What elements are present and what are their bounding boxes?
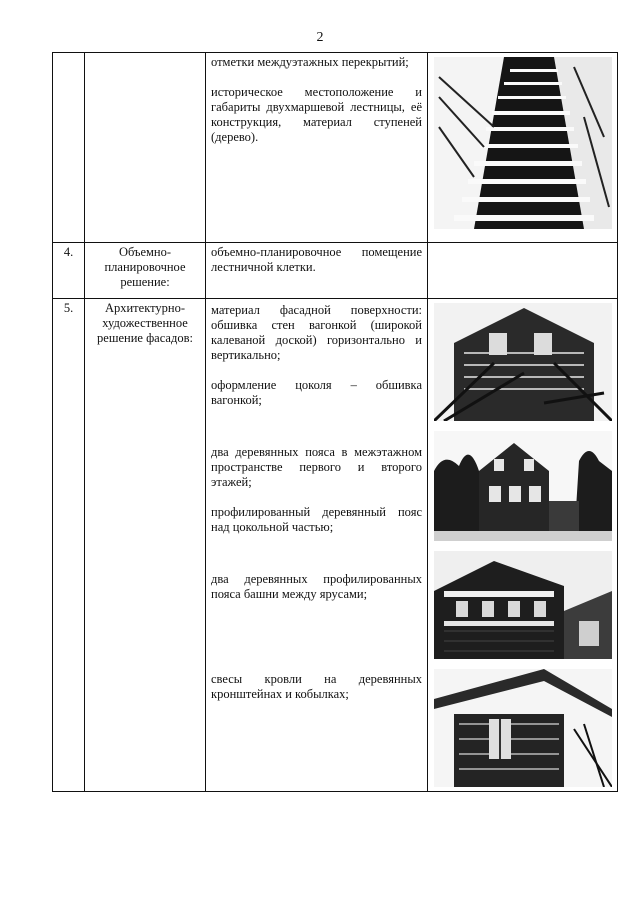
description-paragraph: два деревянных пояса в межэтажном пространстве первого и второго этажей; [211,445,422,489]
table-row [53,53,618,243]
row-photos [428,53,618,243]
row-photos [428,299,618,792]
description-paragraph: свесы кровли на деревянных кронштейнах и кобылках; [211,672,422,701]
row-number: 4. [53,243,85,299]
description-paragraph: оформление цоколя – обшивка вагонкой; [211,378,422,407]
description-paragraph: материал фасадной поверхности: обшивка стен вагонкой (широкой калеваной доской) горизонтально и вертикально; [211,303,422,362]
staircase-photo [434,57,613,229]
facade-photo [434,303,613,421]
row-name: Архитектурно-художественное решение фасадов: [85,299,206,792]
document-table [52,52,618,792]
row-name: Объемно-планировочное решение: [85,243,206,299]
tower-photo [434,551,613,659]
description-paragraph: объемно-планировочное помещение лестничной клетки. [211,245,422,274]
table-row [53,299,618,792]
description-paragraph: профилированный деревянный пояс над цокольной частью; [211,505,422,534]
description-paragraph: отметки междуэтажных перекрытий; [211,55,409,69]
row-photos [428,243,618,299]
house-photo [434,431,613,541]
row-description [206,243,428,299]
description-paragraph: историческое местоположение и габариты двухмаршевой лестницы, её конструкция, материал ступеней (дерево). [211,85,422,144]
row-number [53,53,85,243]
row-description [206,299,428,792]
page-number: 2 [316,30,324,45]
row-description [206,53,428,243]
description-paragraph: два деревянных профилированных пояса башни между ярусами; [211,572,422,601]
roof-eaves-photo [434,669,613,787]
row-number: 5. [53,299,85,792]
row-name [85,53,206,243]
table-row [53,243,618,299]
